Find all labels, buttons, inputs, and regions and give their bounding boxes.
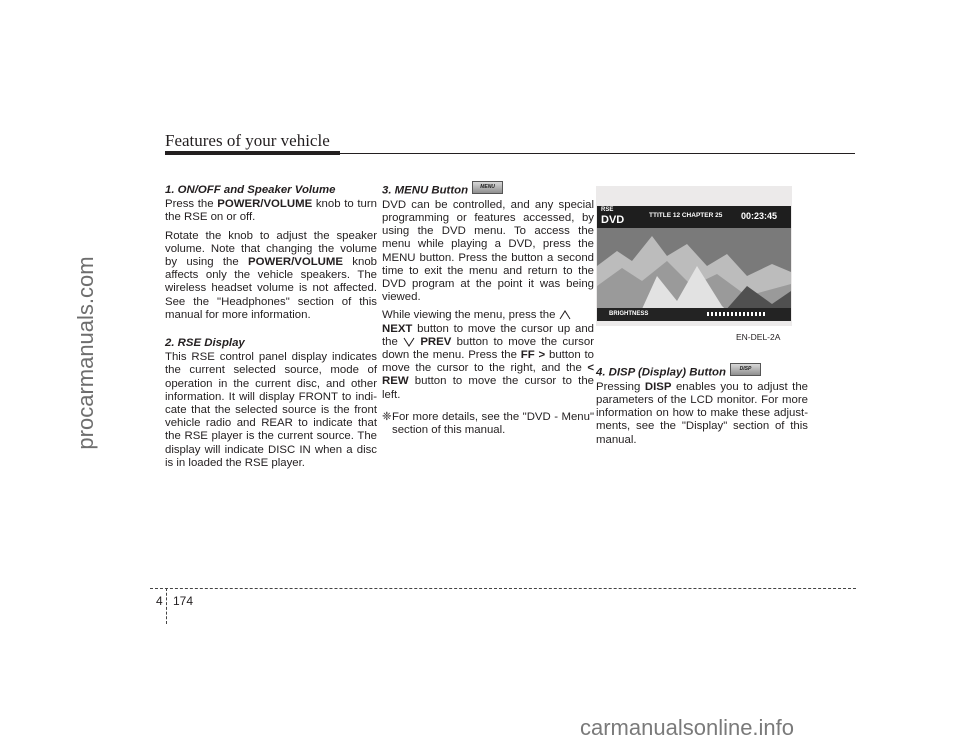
chevron-down-icon xyxy=(403,337,415,347)
column-1 xyxy=(165,184,377,475)
header-rule-thick xyxy=(165,151,340,155)
brightness-label: BRIGHTNESS xyxy=(609,311,649,317)
section-heading-menu: 3. MENU Button MENU xyxy=(382,184,594,198)
paragraph: Pressing DISP enables you to adjust the parameters of the LCD monitor. For more information on how to make these adjust-ments, see the "Display" section of this manual. xyxy=(596,380,809,446)
chevron-up-icon xyxy=(559,310,571,320)
paragraph: Rotate the knob to adjust the speaker volume. Note that changing the volume by using the POWER/VOLUME knob affects only the vehicle speakers. The wireless headset volume is not affected. See the "Headphones" section of this manual for more information. xyxy=(165,229,377,321)
watermark-bottom: carmanualsonline.info xyxy=(580,715,795,740)
time-display: 00:23:45 xyxy=(741,211,778,221)
paragraph: While viewing the menu, press the NEXT button to move the cursor up and the PREV button to move the cursor down the menu. Press the FF > button to move the cursor to the right, and the < REW button to move the cursor to the left. xyxy=(382,309,595,401)
menu-button-icon: MENU xyxy=(472,181,503,194)
dvd-source-label: DVD xyxy=(601,214,625,226)
dvd-screen-image xyxy=(596,186,792,326)
title-chapter-label: TTITLE 12 CHAPTER 25 xyxy=(649,212,723,219)
chapter-number: 4 xyxy=(156,594,163,608)
watermark-left: procarmanuals.com xyxy=(73,256,98,450)
image-caption: EN-DEL-2A xyxy=(736,332,781,342)
section-heading-rse-display: 2. RSE Display xyxy=(165,337,245,350)
paragraph: DVD can be controlled, and any special programming or features accessed, by using the DVD menu. To access the menu while playing a DVD, press the MENU button. Press the button a second time to exit the menu and return to the DVD program at the point it was being viewed. xyxy=(382,198,594,304)
brightness-bar xyxy=(597,308,791,321)
column-2 xyxy=(382,184,594,437)
disp-button-icon: DISP xyxy=(730,363,761,376)
brightness-level-meter xyxy=(707,312,765,316)
footer-rule xyxy=(150,588,856,589)
section-heading-onoff: 1. ON/OFF and Speaker Volume xyxy=(165,184,336,196)
rse-label: RSE xyxy=(601,207,614,213)
dvd-status-bar xyxy=(597,206,791,228)
section-heading-disp: 4. DISP (Display) Button DISP xyxy=(596,366,808,380)
footer-divider xyxy=(166,588,167,624)
note: ❈ For more details, see the "DVD - Menu" section of this manual. xyxy=(382,410,594,436)
header-rule-thin xyxy=(340,153,855,154)
page-header-title: Features of your vehicle xyxy=(165,131,330,150)
column-3 xyxy=(596,366,808,452)
page-number: 174 xyxy=(173,594,194,608)
paragraph: Press the POWER/VOLUME knob to turn the RSE on or off. xyxy=(165,198,377,224)
paragraph: This RSE control panel display indicates the current selected source, mode of operation in the current disc, and other information. It will display FRONT to indi-cate that the selected source is the front vehicle radio and REAR to indicate that the RSE player is the current source. The display will indicate DISC IN when a disc is in loaded the RSE player. xyxy=(165,351,377,469)
